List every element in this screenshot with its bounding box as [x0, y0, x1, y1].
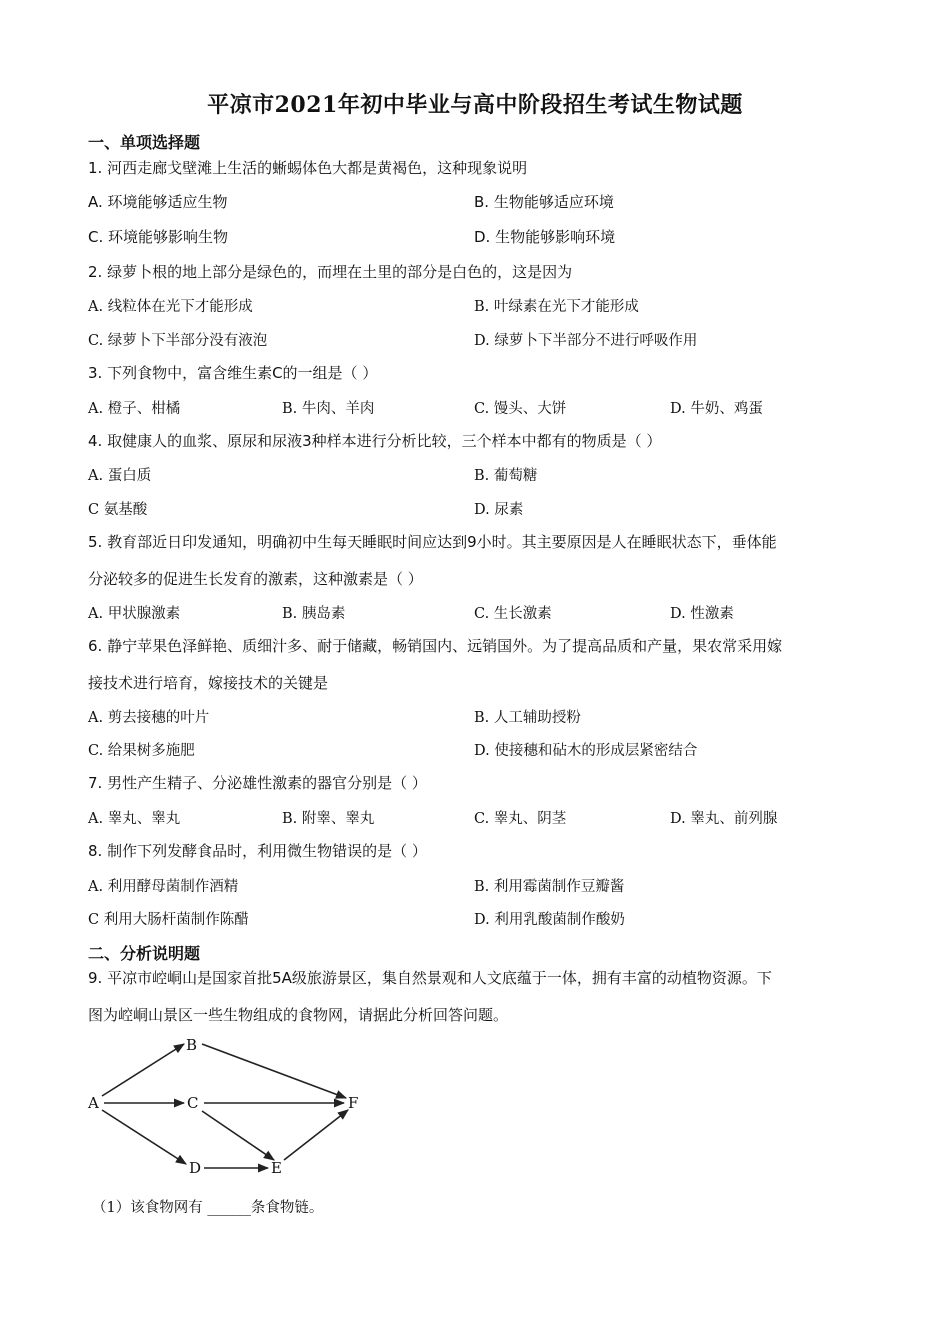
question-7-stem: 7. 男性产生精子、分泌雄性激素的器官分别是（ ）: [88, 774, 427, 792]
question-2-stem: 2. 绿萝卜根的地上部分是绿色的，而埋在土里的部分是白色的，这是因为: [88, 263, 573, 281]
question-1-option-a: A. 环境能够适应生物: [88, 193, 228, 211]
question-7-option-d: D. 睾丸、前列腺: [670, 811, 778, 827]
question-5-stem-line-1: 5. 教育部近日印发通知，明确初中生每天睡眠时间应达到9小时。其主要原因是人在睡眠状态下，垂体能: [88, 533, 777, 551]
question-6-option-d: D. 使接穗和砧木的形成层紧密结合: [474, 743, 698, 759]
question-5-option-d: D. 性激素: [670, 606, 734, 622]
question-7-option-c: C. 睾丸、阴茎: [474, 811, 567, 827]
question-2-option-a: A. 线粒体在光下才能形成: [88, 299, 253, 315]
question-6-stem-line-2: 接技术进行培育，嫁接技术的关键是: [88, 674, 329, 692]
question-2-option-b: B. 叶绿素在光下才能形成: [474, 299, 639, 315]
node-e: E: [271, 1159, 282, 1177]
question-6-stem-line-1: 6. 静宁苹果色泽鲜艳、质细汁多、耐于储藏，畅销国内、远销国外。为了提高品质和产量，果农常采用嫁: [88, 637, 783, 655]
question-7-option-b: B. 附睾、睾丸: [282, 811, 375, 827]
question-8-option-b: B. 利用霉菌制作豆瓣酱: [474, 879, 625, 895]
section-heading-analysis: 二、分析说明题: [88, 944, 201, 963]
question-8-option-c: C 利用大肠杆菌制作陈醋: [88, 912, 249, 928]
question-9-stem-line-2: 图为崆峒山景区一些生物组成的食物网，请据此分析回答问题。: [88, 1006, 509, 1024]
arrow-b-to-f: [202, 1044, 346, 1098]
node-c: C: [187, 1094, 199, 1112]
page-title: 平凉市2021年初中毕业与高中阶段招生考试生物试题: [207, 92, 743, 118]
question-1-option-b: B. 生物能够适应环境: [474, 193, 614, 211]
question-5-option-b: B. 胰岛素: [282, 606, 346, 622]
question-6-option-c: C. 给果树多施肥: [88, 743, 195, 759]
question-4-option-d: D. 尿素: [474, 502, 524, 518]
arrow-a-to-d: [102, 1110, 186, 1164]
node-f: F: [348, 1094, 359, 1112]
question-9-stem-line-1: 9. 平凉市崆峒山是国家首批5A级旅游景区，集自然景观和人文底蕴于一体，拥有丰富的动植物资源。下: [88, 969, 772, 987]
question-2-option-c: C. 绿萝卜下半部分没有液泡: [88, 333, 268, 349]
question-6-option-a: A. 剪去接穗的叶片: [88, 710, 210, 726]
question-4-option-a: A. 蛋白质: [88, 468, 152, 484]
question-5-stem-line-2: 分泌较多的促进生长发育的激素，这种激素是（ ）: [88, 570, 423, 588]
node-b: B: [186, 1036, 198, 1054]
question-8-option-d: D. 利用乳酸菌制作酸奶: [474, 912, 625, 928]
question-3-option-c: C. 馒头、大饼: [474, 401, 567, 417]
arrow-c-to-e: [202, 1111, 274, 1160]
question-5-option-a: A. 甲状腺激素: [88, 606, 181, 622]
node-a: A: [88, 1094, 99, 1112]
question-1-stem: 1. 河西走廊戈壁滩上生活的蜥蜴体色大都是黄褐色，这种现象说明: [88, 159, 528, 177]
question-5-option-c: C. 生长激素: [474, 606, 552, 622]
question-3-option-a: A. 橙子、柑橘: [88, 401, 181, 417]
question-3-stem: 3. 下列食物中，富含维生素C的一组是（ ）: [88, 364, 378, 382]
question-8-option-a: A. 利用酵母菌制作酒精: [88, 879, 239, 895]
question-4-option-c: C 氨基酸: [88, 502, 148, 518]
question-3-option-b: B. 牛肉、羊肉: [282, 401, 375, 417]
question-1-option-d: D. 生物能够影响环境: [474, 228, 616, 246]
arrow-e-to-f: [284, 1110, 348, 1160]
question-2-option-d: D. 绿萝卜下半部分不进行呼吸作用: [474, 333, 698, 349]
node-d: D: [189, 1159, 202, 1177]
question-4-stem: 4. 取健康人的血浆、原尿和尿液3种样本进行分析比较，三个样本中都有的物质是（ ）: [88, 432, 662, 450]
question-9-subquestion-1: （1）该食物网有 ______条食物链。: [92, 1200, 324, 1216]
question-6-option-b: B. 人工辅助授粉: [474, 710, 581, 726]
food-web-diagram: [80, 1030, 380, 1180]
section-heading-single-choice: 一、单项选择题: [88, 133, 201, 152]
question-3-option-d: D. 牛奶、鸡蛋: [670, 401, 763, 417]
question-4-option-b: B. 葡萄糖: [474, 468, 538, 484]
question-1-option-c: C. 环境能够影响生物: [88, 228, 229, 246]
arrow-a-to-b: [102, 1044, 184, 1096]
question-8-stem: 8. 制作下列发酵食品时，利用微生物错误的是（ ）: [88, 842, 427, 860]
question-7-option-a: A. 睾丸、睾丸: [88, 811, 181, 827]
